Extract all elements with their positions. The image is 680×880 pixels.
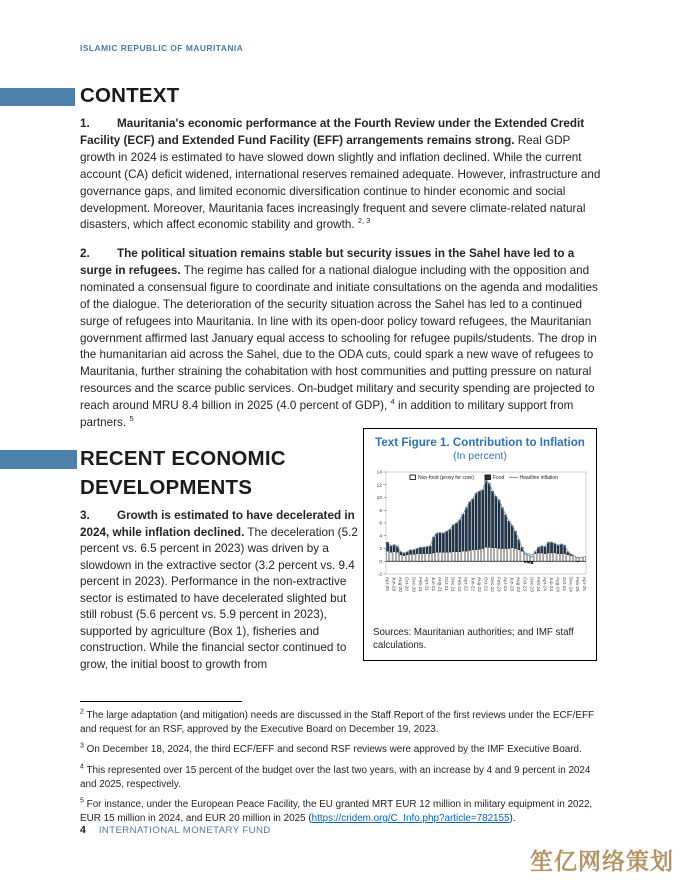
svg-text:8: 8 xyxy=(379,508,382,514)
section-accent-bar xyxy=(0,450,77,469)
footnote-3-text: On December 18, 2024, the third ECF/EFF and second RSF reviews were approved by the IMF Executive Board. xyxy=(86,744,582,756)
footnote-4 xyxy=(80,764,606,792)
page-footer xyxy=(80,824,271,836)
inflation-chart xyxy=(366,464,596,621)
paragraph-2 xyxy=(80,246,604,432)
svg-text:Apr-25: Apr-25 xyxy=(581,577,587,591)
svg-text:Aug-21: Aug-21 xyxy=(437,577,443,592)
paragraph-3-number: 3. xyxy=(80,509,90,522)
svg-text:10: 10 xyxy=(376,496,382,502)
svg-text:Feb-24: Feb-24 xyxy=(535,577,541,592)
svg-text:Jun-21: Jun-21 xyxy=(430,577,436,592)
footnote-3 xyxy=(80,743,606,757)
paragraph-3-text: The deceleration (5.2 percent vs. 6.5 percent in 2023) was driven by a slowdown in the extractive sector (3.2 percent vs. 9.4 percent in 2023). Performance in the non-extractive sector is estimated to have decelerated slighted but still robust (5.6 percent vs. 5.9 percent in 2023), supported by agriculture (Box 1), fisheries and construction. While the financial sector continued to grow, the initial boost to growth from xyxy=(80,525,358,671)
footnote-5-marker: 5 xyxy=(80,797,84,805)
paragraph-3-lead: Growth is estimated to have decelerated in 2024, while inflation declined. xyxy=(80,509,355,539)
footer-org-name: INTERNATIONAL MONETARY FUND xyxy=(98,825,271,836)
footnote-2-marker: 2 xyxy=(80,708,84,716)
document-header: ISLAMIC REPUBLIC OF MAURITANIA xyxy=(80,43,244,53)
section-title-recent-developments: RECENT ECONOMIC DEVELOPMENTS xyxy=(80,447,286,499)
paragraph-2-lead: The political situation remains stable but security issues in the Sahel have led to a surge in refugees. xyxy=(80,247,575,277)
svg-text:Aug-23: Aug-23 xyxy=(516,577,522,592)
svg-text:Jun-23: Jun-23 xyxy=(509,577,515,592)
svg-text:Aug-22: Aug-22 xyxy=(476,577,482,592)
svg-text:Jun-24: Jun-24 xyxy=(548,577,554,592)
svg-text:Dec-20: Dec-20 xyxy=(411,577,417,592)
svg-text:Feb-23: Feb-23 xyxy=(496,577,502,592)
paragraph-2-text-b: in addition to military support from partners. xyxy=(80,399,574,430)
svg-text:Dec-23: Dec-23 xyxy=(529,577,535,592)
footnote-separator xyxy=(80,701,242,702)
svg-text:Headline inflation: Headline inflation xyxy=(519,475,558,482)
svg-text:14: 14 xyxy=(376,470,382,476)
svg-text:Apr-23: Apr-23 xyxy=(503,577,509,591)
page-number: 4 xyxy=(80,824,86,836)
svg-text:12: 12 xyxy=(376,483,382,489)
footnote-2 xyxy=(80,709,606,737)
svg-text:Food: Food xyxy=(493,475,505,482)
footnote-3-marker: 3 xyxy=(80,743,84,751)
section-title-context: CONTEXT xyxy=(80,84,180,107)
paragraph-1-lead: Mauritania's economic performance at the Fourth Review under the Extended Credit Facility (ECF) and Extended Fund Facility (EFF) arrangements remains strong. xyxy=(80,117,585,147)
footnote-4-text: This represented over 15 percent of the budget over the last two years, with an increase by 4 and 9 percent in 2024 and 2025, respectively. xyxy=(80,764,591,790)
svg-text:Dec-21: Dec-21 xyxy=(450,577,456,592)
figure-title: Text Figure 1. Contribution to Inflation xyxy=(375,436,585,449)
svg-text:Aug-20: Aug-20 xyxy=(398,577,404,592)
text-figure-1 xyxy=(363,428,597,661)
svg-text:Feb-25: Feb-25 xyxy=(575,577,581,592)
svg-text:Feb-21: Feb-21 xyxy=(417,577,423,592)
svg-text:Jun-20: Jun-20 xyxy=(391,577,397,592)
footnote-ref-5: 5 xyxy=(129,414,134,424)
svg-text:Jun-22: Jun-22 xyxy=(470,577,476,592)
svg-text:2: 2 xyxy=(379,547,382,553)
watermark: 笙亿网络策划 xyxy=(530,849,674,875)
svg-text:6: 6 xyxy=(379,521,382,527)
footnote-ref-2-3: 2, 3 xyxy=(357,216,371,226)
footnote-5-text-a: For instance, under the European Peace Facility, the EU granted MRT EUR 12 million in military equipment in 2022, EUR 15 million in 2024, and EUR 20 million in 2025 ( xyxy=(80,799,593,825)
svg-text:Aug-24: Aug-24 xyxy=(555,577,561,592)
cridem-link[interactable]: https://cridem.org/C_Info.php?article=782155 xyxy=(311,813,510,825)
svg-text:4: 4 xyxy=(379,534,382,540)
svg-text:Apr-21: Apr-21 xyxy=(424,577,430,591)
svg-text:Feb-22: Feb-22 xyxy=(457,577,463,592)
footnote-5 xyxy=(80,798,606,826)
footnote-4-marker: 4 xyxy=(80,763,84,771)
figure-sources: Sources: Mauritanian authorities; and IMF staff calculations. xyxy=(373,627,574,651)
svg-text:Apr-22: Apr-22 xyxy=(463,577,469,591)
svg-text:Non-food (proxy for core): Non-food (proxy for core) xyxy=(418,475,474,482)
paragraph-3 xyxy=(80,508,361,673)
paragraph-2-text-a: The regime has called for a national dialogue including with the opposition and nominated a consensual figure to coordinate and initiate consultations on the agenda and modalities of the dialogue. The deterioration of the security situation across the Sahel has led to a continued surge of refugees into Mauritania. In line with its open-door policy toward refugees, the Mauritanian government affirmed last January equal access to schooling for refugee pupils/students. The drop in the humanitarian aid across the Sahel, due to the ODA cuts, could spark a new wave of refugees to Mauritania, further straining the cohabitation with host communities and putting pressure on natural resources and the scarce public services. On-budget military and security spending are projected to reach around MRU 8.4 billion in 2025 (4.0 percent of GDP), xyxy=(80,263,598,413)
svg-text:Dec-24: Dec-24 xyxy=(568,577,574,592)
svg-text:Oct-21: Oct-21 xyxy=(444,577,450,591)
svg-text:0: 0 xyxy=(379,559,382,565)
footnote-ref-4: 4 xyxy=(390,397,395,407)
svg-text:Dec-22: Dec-22 xyxy=(489,577,495,592)
footnote-5-text-b: ). xyxy=(509,813,516,825)
footnote-2-text: The large adaptation (and mitigation) needs are discussed in the Staff Report of the first reviews under the ECF/EFF and request for an RSF, approved by the Executive Board on December 19, 2023. xyxy=(80,710,595,736)
svg-text:Oct-22: Oct-22 xyxy=(483,577,489,591)
paragraph-1 xyxy=(80,116,604,234)
footnotes-block xyxy=(80,701,606,832)
svg-text:Oct-20: Oct-20 xyxy=(404,577,410,591)
paragraph-1-number: 1. xyxy=(80,117,90,130)
section-accent-bar xyxy=(0,88,75,106)
svg-text:Oct-23: Oct-23 xyxy=(522,577,528,591)
paragraph-2-number: 2. xyxy=(80,247,90,260)
svg-text:-2: -2 xyxy=(377,572,382,578)
svg-text:Oct-24: Oct-24 xyxy=(562,577,568,591)
svg-text:Apr-24: Apr-24 xyxy=(542,577,548,591)
paragraph-1-text: Real GDP growth in 2024 is estimated to have slowed down slightly and inflation declined. While the current account (CA) deficit widened, international reserves remained adequate. However, infrastructure and governance gaps, and limited economic diversification continue to hinder economic and social development. Moreover, Mauritania faces increasingly frequent and severe climate-related natural disasters, which affect economic stability and growth. xyxy=(80,133,601,232)
figure-subtitle: (In percent) xyxy=(453,450,507,462)
svg-text:Apr-20: Apr-20 xyxy=(385,577,391,591)
